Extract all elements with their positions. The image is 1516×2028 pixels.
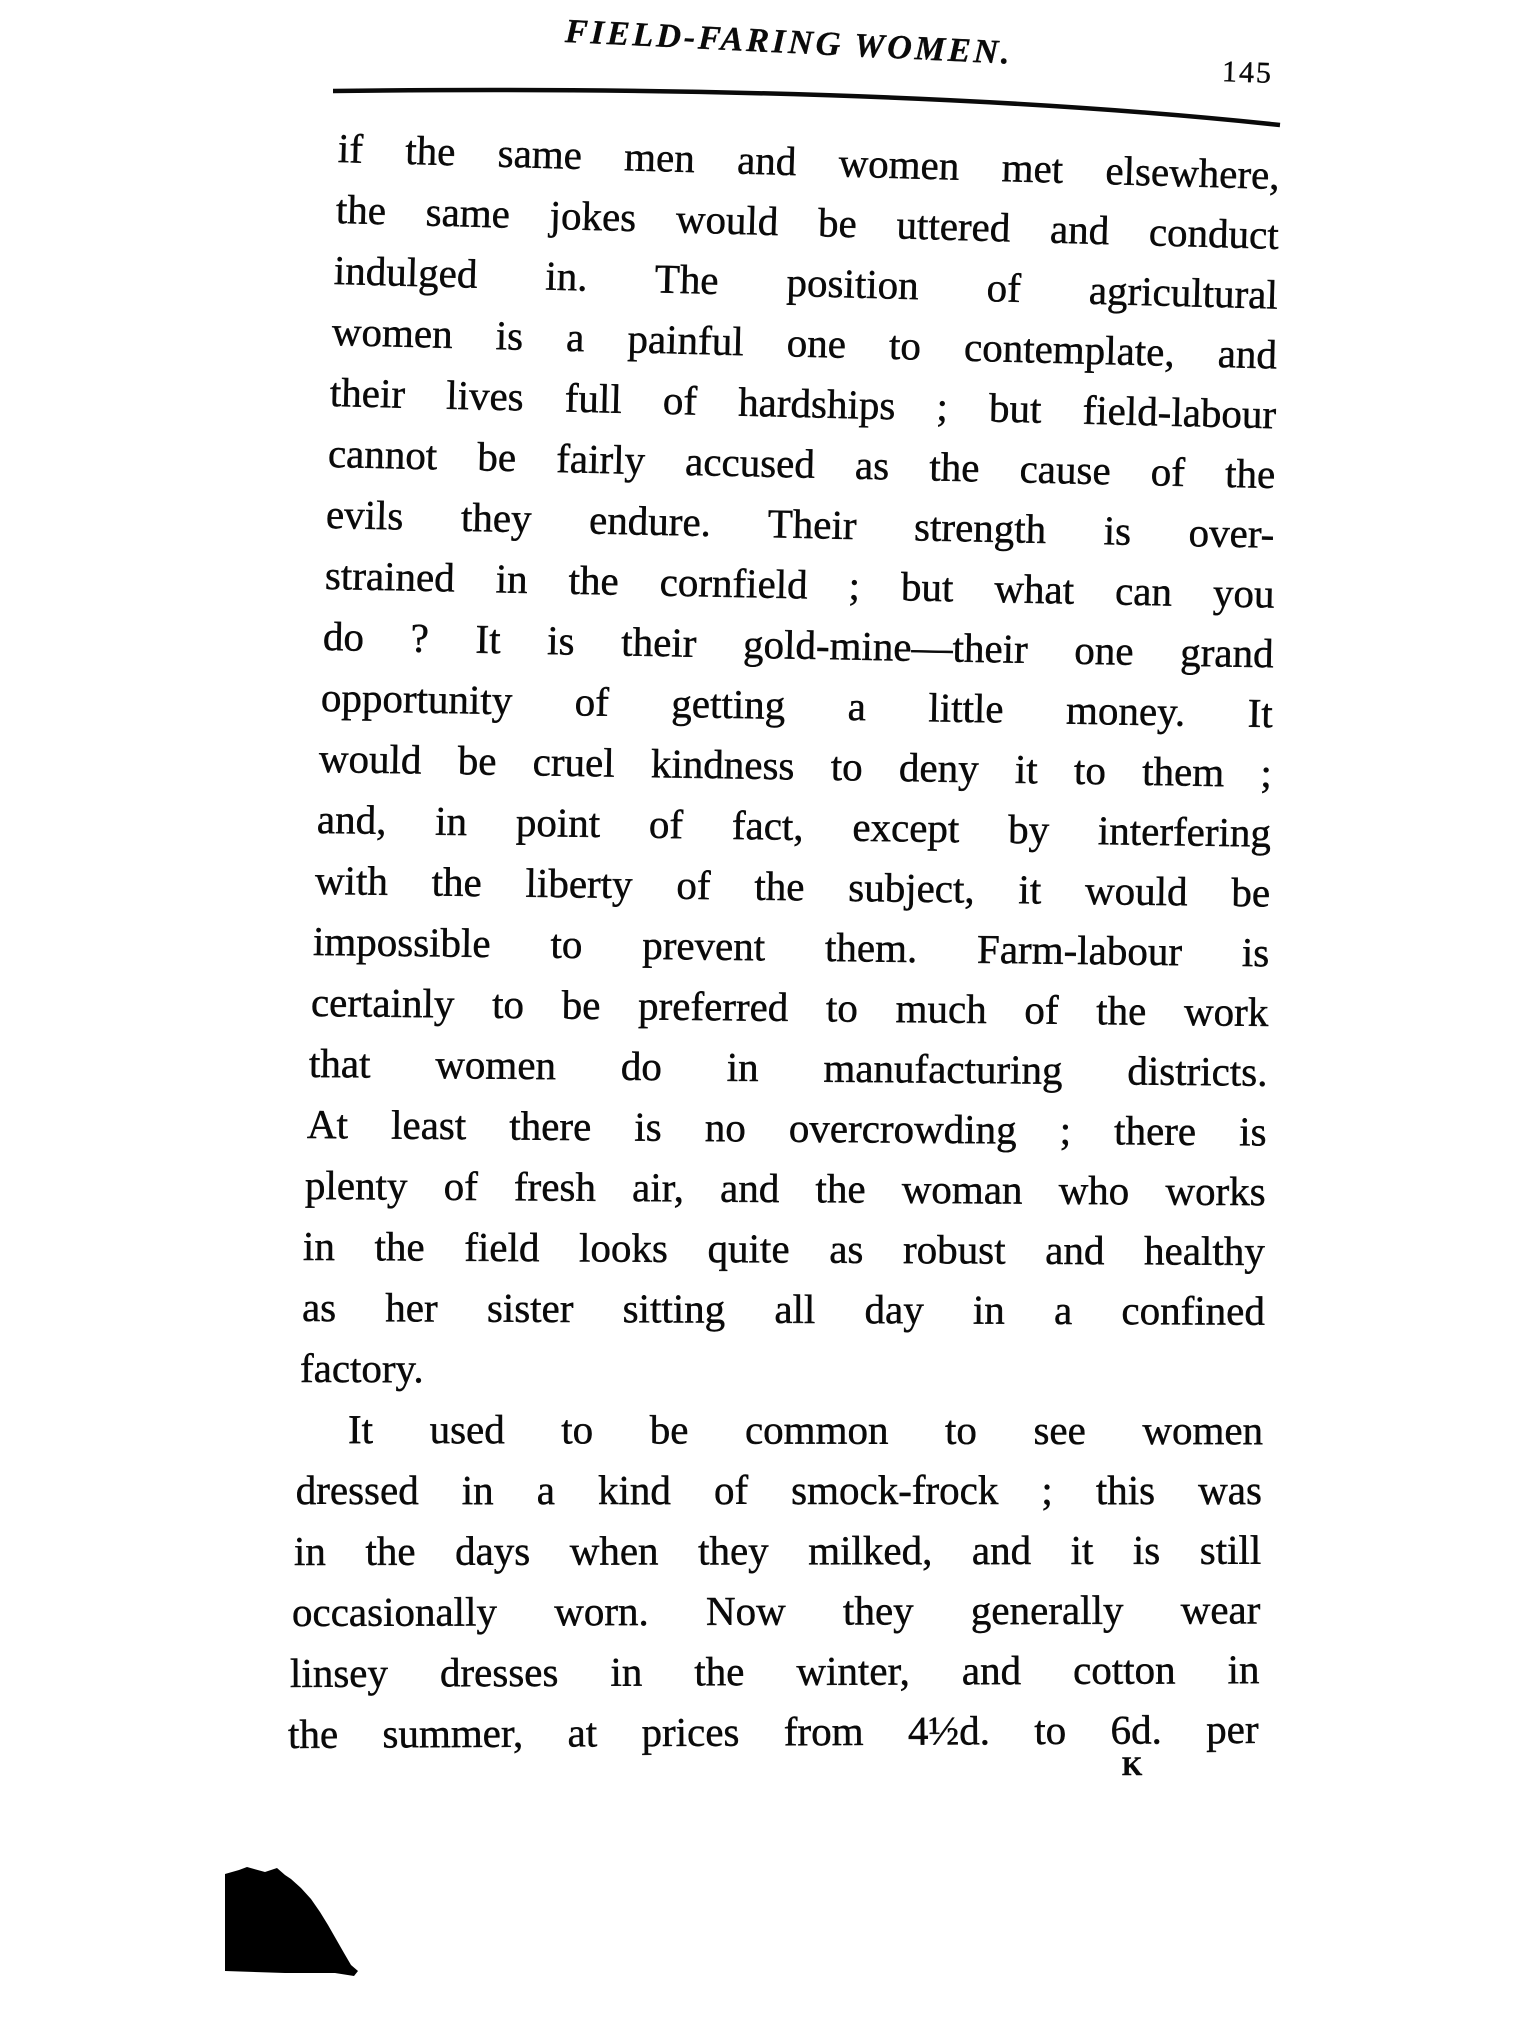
text-line: if the same men and women met elsewhere,	[337, 125, 1281, 199]
text-line: opportunity of getting a little money. It	[320, 674, 1273, 737]
text-line: as her sister sitting all day in a confined	[301, 1284, 1265, 1334]
text-line: cannot be fairly accused as the cause of the	[327, 430, 1277, 498]
text-line: plenty of fresh air, and the woman who works	[305, 1162, 1267, 1215]
text-line: At least there is no overcrowding ; there is	[307, 1101, 1268, 1155]
text-line: in the field looks quite as robust and healthy	[303, 1223, 1266, 1275]
text-line: would be cruel kindness to deny it to them ;	[318, 735, 1273, 796]
text-line: their lives full of hardships ; but field-labour	[329, 369, 1277, 438]
text-line: It used to be common to see women	[347, 1406, 1263, 1454]
text-line: the summer, at prices from 4½d. to 6d. per	[287, 1705, 1259, 1757]
text-line: linsey dresses in the winter, and cotton in	[289, 1646, 1260, 1696]
text-line: and, in point of fact, except by interfering	[316, 796, 1272, 856]
text-line: do ? It is their gold-mine—their one grand	[322, 613, 1274, 677]
text-line: factory.	[299, 1345, 424, 1392]
text-line: evils they endure. Their strength is over-	[325, 491, 1276, 557]
text-line: the same jokes would be uttered and conduct	[335, 186, 1280, 258]
running-title: FIELD-FARING WOMEN.	[564, 13, 1014, 72]
text-line: certainly to be preferred to much of the work	[310, 979, 1269, 1036]
text-line: impossible to prevent them. Farm-labour is	[312, 918, 1270, 976]
text-line: occasionally worn. Now they generally wear	[291, 1586, 1261, 1635]
text-line: with the liberty of the subject, it would be	[314, 857, 1271, 916]
text-line: dressed in a kind of smock-frock ; this was	[295, 1467, 1262, 1513]
page-number: 145	[1221, 55, 1274, 90]
signature-mark: K	[1122, 1752, 1144, 1781]
text-line: that women do in manufacturing districts.	[308, 1040, 1268, 1095]
text-line: in the days when they milked, and it is still	[293, 1526, 1262, 1574]
text-line: women is a painful one to contemplate, and	[331, 308, 1278, 378]
text-line: strained in the cornfield ; but what can you	[324, 552, 1275, 617]
text-line: indulged in. The position of agricultural	[333, 247, 1279, 318]
